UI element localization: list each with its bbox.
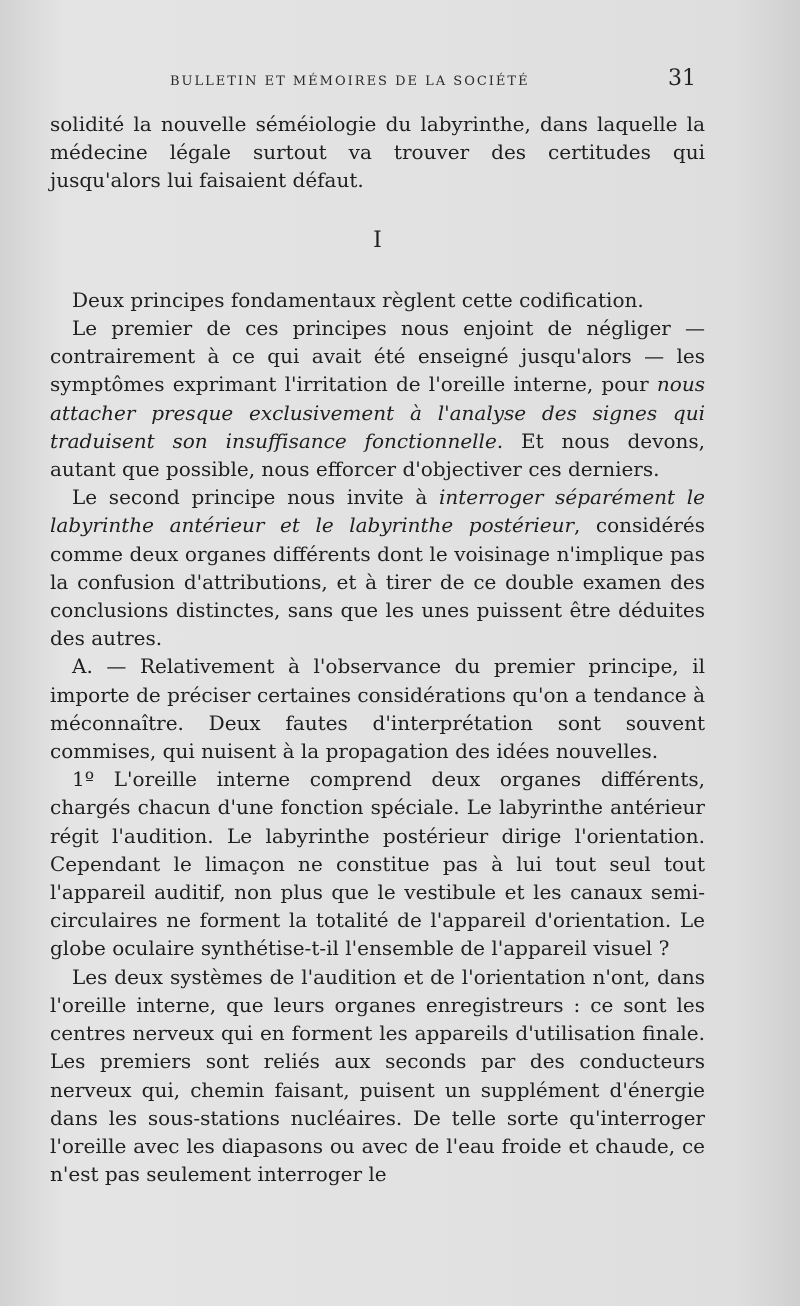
paragraph-section-a: A. — Relativement à l'observance du premier principe, il importe de préciser certaines considérations qu'on a tendance à méconnaître. Deux fautes d'interprétation sont souvent commises, qui nuisent à la propagation des idées nouvelles. — [50, 654, 705, 764]
section-heading: I — [373, 227, 382, 253]
paragraph-second-principle — [50, 483, 705, 652]
page-number: 31 — [668, 66, 696, 91]
page-header — [170, 66, 700, 96]
paragraph-point-1: 1º L'oreille interne comprend deux organes différents, chargés chacun d'une fonction spéciale. Le labyrinthe antérieur régit l'audition. Le labyrinthe postérieur dirige l'orientation. Cependant le limaçon ne constitue pas à lui tout seul tout l'appareil auditif, non plus que le vestibule et les canaux semi-circulaires ne forment la totalité de l'appareil d'orientation. Le globe oculaire synthétise-t-il l'ensemble de l'appareil visuel ? — [50, 767, 705, 961]
text-span: Et nous devons, autant que possible, nous efforcer d'objectiver ces derniers. — [50, 428, 705, 482]
page-body — [50, 110, 705, 1188]
text-span: , considérés comme deux organes différents dont le voisinage n'implique pas la confusion d'attributions, et à tirer de ce double examen des conclusions distinctes, sans que les unes puissent être déduites des autres. — [50, 513, 706, 651]
italic-emphasis: interroger séparément le labyrinthe antérieur et le labyrinthe postérieur — [50, 485, 706, 538]
paragraph-principles-intro: Deux principes fondamentaux règlent cette codification. — [72, 287, 644, 312]
running-title: BULLETIN ET MÉMOIRES DE LA SOCIÉTÉ — [170, 74, 530, 89]
paragraph-first-principle — [50, 314, 705, 483]
paragraph-continuation: solidité la nouvelle séméiologie du labyrinthe, dans laquelle la médecine légale surtout va trouver des certitudes qui jusqu'alors lui faisaient défaut. — [50, 112, 705, 193]
paragraph-two-systems: Les deux systèmes de l'audition et de l'orientation n'ont, dans l'oreille interne, que leurs organes enregistreurs : ce sont les centres nerveux qui en forment les appareils d'utilisation finale. Les premiers sont reliés aux seconds par des conducteurs nerveux qui, chemin faisant, puisent un supplément d'énergie dans les sous-stations nucléaires. De telle sorte qu'interroger l'oreille avec les diapasons ou avec de l'eau froide et chaude, ce n'est pas seulement interroger le — [50, 964, 705, 1187]
text-span: Le second principe nous invite à — [72, 485, 439, 510]
text-span: Le premier de ces principes nous enjoint de négliger — contrairement à ce qui avait été enseigné jusqu'alors — les symptômes exprimant l'irritation de l'oreille interne, pour — [50, 316, 705, 397]
italic-emphasis: nous attacher presque exclusivement à l'analyse des signes qui traduisent son insuffisance fonctionnelle. — [50, 372, 705, 453]
